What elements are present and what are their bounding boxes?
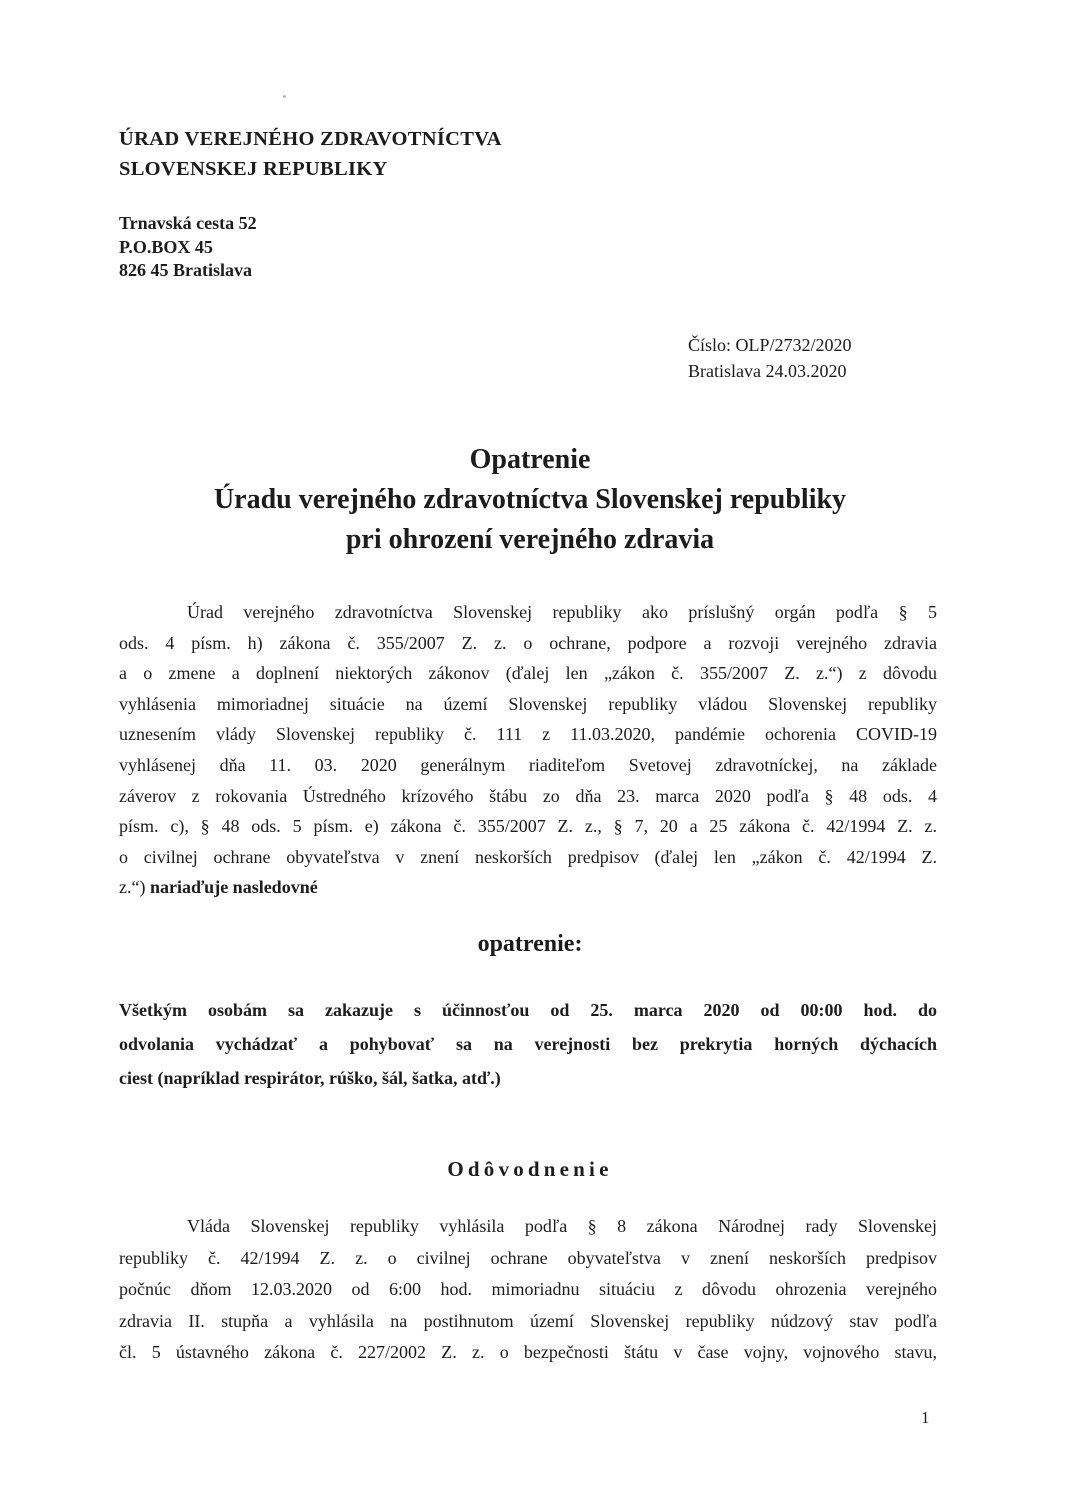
decision-line: ciest (napríklad respirátor, rúško, šál, šatka, atď.) [119,1068,501,1088]
scan-speck [283,95,286,98]
address-pobox: P.O.BOX 45 [119,236,213,257]
title-line1: Opatrenie [469,444,591,475]
justification-line: čl. 5 ústavného zákona č. 227/2002 Z. z. o bezpečnosti štátu v čase vojny, vojnového stavu, [119,1342,937,1362]
justification-line: zdravia II. stupňa a vyhlásila na postihnutom území Slovenskej republiky núdzový stav podľa [119,1310,937,1331]
title-line2: Úradu verejného zdravotníctva Slovenskej republiky [213,484,847,515]
address-city: 826 45 Bratislava [119,260,252,280]
intro-last-plain: z.“) [119,877,146,898]
title-line3: pri ohrození verejného zdravia [345,524,715,555]
decision-line: odvolania vychádzať a pohybovať sa na verejnosti bez prekrytia horných dýchacích [119,1034,937,1054]
justification-line: republiky č. 42/1994 Z. z. o civilnej ochrane obyvateľstva v znení neskorších predpisov [119,1247,937,1268]
office-name-line1: ÚRAD VEREJNÉHO ZDRAVOTNÍCTVA [119,128,502,150]
decision-line: Všetkým osobám sa zakazuje s účinnosťou od 25. marca 2020 od 00:00 hod. do [119,1000,937,1020]
intro-paragraph [119,597,937,903]
office-header [119,124,502,184]
reference-number: Číslo: OLP/2732/2020 [688,335,852,355]
intro-line: o civilnej ochrane obyvateľstva v znení neskorších predpisov (ďalej len „zákon č. 42/1994 Z. [119,846,937,867]
decision-paragraph [119,993,937,1095]
reference-place-date: Bratislava 24.03.2020 [688,361,847,381]
reasoning-heading: Odôvodnenie [447,1157,613,1181]
address-street: Trnavská cesta 52 [119,213,257,233]
intro-last-bold: nariaďuje nasledovné [149,877,318,898]
reference-block [688,332,852,384]
measure-heading: opatrenie: [477,931,583,957]
office-address [119,212,257,283]
document-title [100,440,960,560]
office-name-line2: SLOVENSKEJ REPUBLIKY [119,158,388,180]
justification-line: počnúc dňom 12.03.2020 od 6:00 hod. mimoriadnu situáciu z dôvodu ohrozenia verejného [119,1279,937,1299]
page-number: 1 [921,1408,930,1427]
intro-line: ods. 4 písm. h) zákona č. 355/2007 Z. z. o ochrane, podpore a rozvoji verejného zdravia [119,632,937,653]
intro-line: záverov z rokovania Ústredného krízového štábu zo dňa 23. marca 2020 podľa § 48 ods. 4 [119,785,937,806]
intro-line: Úrad verejného zdravotníctva Slovenskej republiky ako príslušný orgán podľa § 5 [187,602,937,622]
intro-line: a o zmene a doplnení niektorých zákonov (ďalej len „zákon č. 355/2007 Z. z.“) z dôvodu [119,663,937,684]
intro-last-line [119,872,937,903]
intro-line: vyhlásenia mimoriadnej situácie na území Slovenskej republiky vládou Slovenskej republiky [119,693,937,714]
justification-paragraph [119,1211,937,1369]
intro-line: vyhlásenej dňa 11. 03. 2020 generálnym riaditeľom Svetovej zdravotníckej, na základe [119,754,937,775]
intro-line: uznesením vlády Slovenskej republiky č. 111 z 11.03.2020, pandémie ochorenia COVID-19 [119,724,937,745]
intro-line: písm. c), § 48 ods. 5 písm. e) zákona č. 355/2007 Z. z., § 7, 20 a 25 zákona č. 42/1994 Z. z. [119,816,937,837]
justification-line: Vláda Slovenskej republiky vyhlásila podľa § 8 zákona Národnej rady Slovenskej [187,1216,937,1236]
